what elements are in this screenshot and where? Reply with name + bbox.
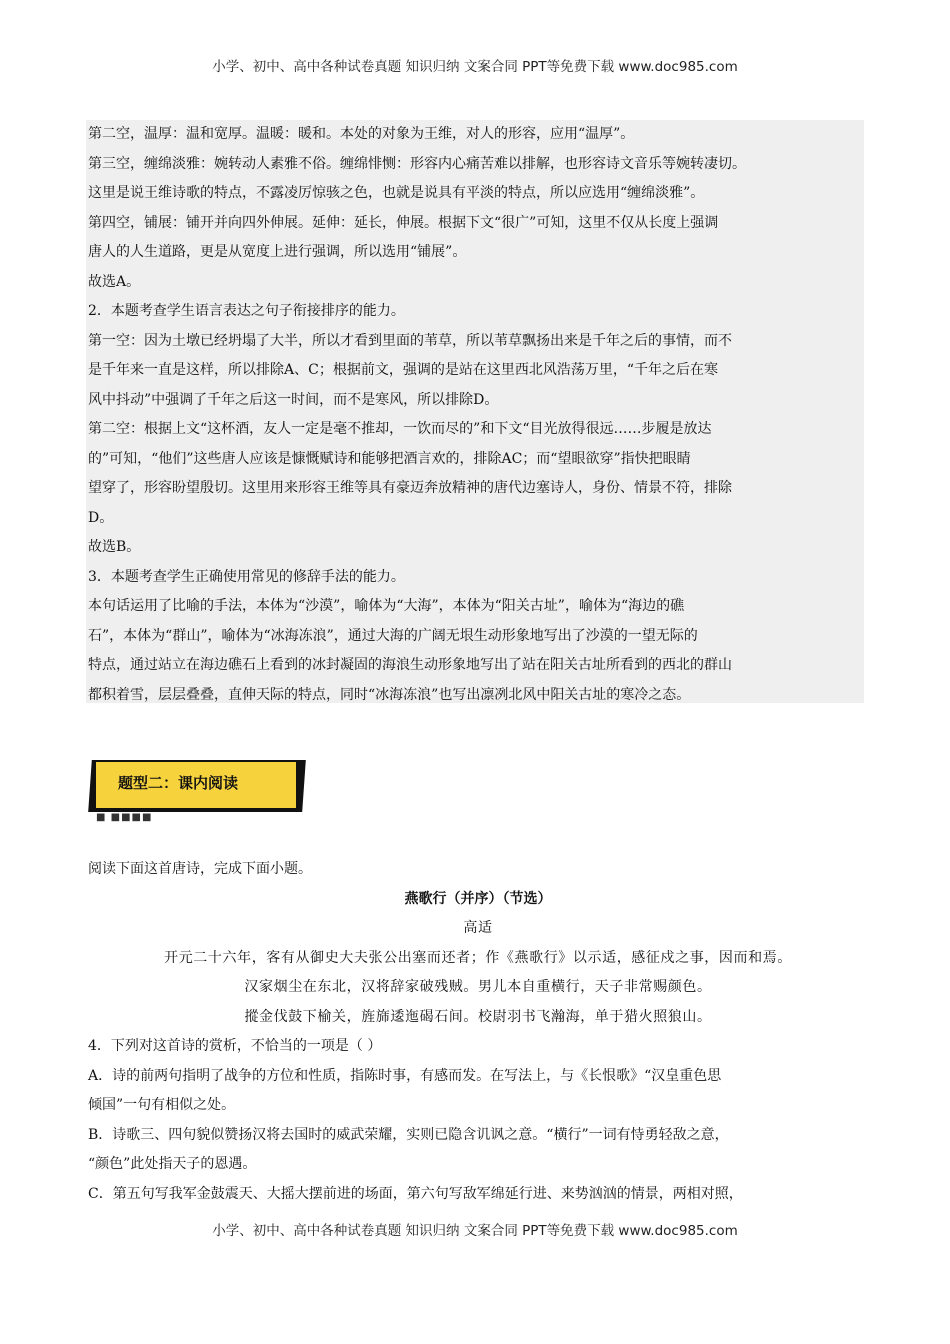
analysis-line: 第二空：根据上文“这杯酒，友人一定是毫不推却，一饮而尽的”和下文“目光放得很远……步履是放达 [88, 421, 712, 437]
analysis-line: 风中抖动”中强调了千年之后这一时间，而不是寒风，所以排除D。 [88, 391, 499, 408]
page-footer: 小学、初中、高中各种试卷真题 知识归纳 文案合同 PPT等免费下载 www.doc985.com [212, 1223, 738, 1239]
analysis-line: 的”可知，“他们”这些唐人应该是慷慨赋诗和能够把酒言欢的，排除AC；而“望眼欲穿”指快把眼睛 [88, 450, 691, 467]
poem-author: 高适 [463, 920, 493, 936]
analysis-line: 望穿了，形容盼望殷切。这里用来形容王维等具有豪迈奔放精神的唐代边塞诗人，身份、情景不符，排除 [88, 480, 732, 496]
analysis-line: 故选A。 [88, 273, 141, 290]
analysis-line: 第四空，铺展：铺开并向四外伸展。延伸：延长，伸展。根据下文“很广”可知，这里不仅从长度上强调 [88, 214, 719, 231]
question-option: C．第五句写我军金鼓震天、大摇大摆前进的场面，第六句写敌军绵延行进、来势汹汹的情景，两相对照， [88, 1185, 743, 1202]
analysis-line: 这里是说王维诗歌的特点，不露凌厉惊骇之色，也就是说具有平淡的特点，所以应选用“缠绵淡雅”。 [88, 185, 705, 201]
poem-title: 燕歌行（并序）（节选） [404, 890, 552, 907]
analysis-line: D。 [88, 509, 114, 526]
question-option: B．诗歌三、四句貌似赞扬汉将去国时的威武荣耀，实则已隐含讥讽之意。“横行”一词有恃勇轻敌之意， [88, 1126, 729, 1143]
reading-intro: 阅读下面这首唐诗，完成下面小题。 [88, 861, 312, 877]
page-header: 小学、初中、高中各种试卷真题 知识归纳 文案合同 PPT等免费下载 www.doc985.com [212, 59, 738, 75]
analysis-line: 石”，本体为“群山”，喻体为“冰海冻浪”，通过大海的广阔无垠生动形象地写出了沙漠的一望无际的 [88, 627, 698, 644]
section-banner [88, 758, 308, 823]
analysis-line: 2．本题考查学生语言表达之句子衔接排序的能力。 [88, 303, 405, 319]
question-option: 倾国”一句有相似之处。 [88, 1097, 236, 1113]
analysis-line: 唐人的人生道路，更是从宽度上进行强调，所以选用“铺展”。 [88, 244, 467, 260]
poem-line: 摐金伐鼓下榆关，旌旆逶迤碣石间。校尉羽书飞瀚海，单于猎火照狼山。 [244, 1008, 712, 1025]
question-stem: 4．下列对这首诗的赏析，不恰当的一项是（ ） [88, 1038, 382, 1054]
question-option: A．诗的前两句指明了战争的方位和性质，指陈时事，有感而发。在写法上，与《长恨歌》“汉皇重色思 [88, 1067, 722, 1084]
analysis-line: 都积着雪，层层叠叠，直伸天际的特点，同时“冰海冻浪”也写出凛冽北风中阳关古址的寒冷之态。 [88, 686, 691, 703]
analysis-line: 第三空，缠绵淡雅：婉转动人素雅不俗。缠绵悱恻：形容内心痛苦难以排解，也形容诗文音乐等婉转凄切。 [88, 155, 746, 172]
poem-line: 汉家烟尘在东北，汉将辞家破残贼。男儿本自重横行，天子非常赐颜色。 [244, 979, 712, 995]
analysis-line: 特点，通过站立在海边礁石上看到的冰封凝固的海浪生动形象地写出了站在阳关古址所看到的西北的群山 [88, 657, 732, 673]
question-option: “颜色”此处指天子的恩遇。 [88, 1156, 257, 1172]
banner-dots-decoration: ■ ■■■■ [96, 812, 153, 823]
analysis-line: 第二空，温厚：温和宽厚。温暖：暖和。本处的对象为王维，对人的形容，应用“温厚”。 [88, 126, 635, 142]
answer-analysis-block [86, 120, 864, 703]
reading-section [88, 855, 868, 1209]
analysis-line: 本句话运用了比喻的手法，本体为“沙漠”，喻体为“大海”，本体为“阳关古址”，喻体为“海边的礁 [88, 598, 685, 614]
poem-preface: 开元二十六年，客有从御史大夫张公出塞而还者；作《燕歌行》以示适，感征戍之事，因而和焉。 [164, 949, 792, 966]
analysis-line: 第一空：因为土墩已经坍塌了大半，所以才看到里面的苇草，所以苇草飘扬出来是千年之后的事情，而不 [88, 332, 732, 349]
analysis-line: 故选B。 [88, 539, 141, 555]
analysis-line: 3．本题考查学生正确使用常见的修辞手法的能力。 [88, 568, 405, 585]
section-title: 题型二：课内阅读 [118, 774, 239, 792]
analysis-line: 是千年来一直是这样，所以排除A、C；根据前文，强调的是站在这里西北风浩荡万里，“千年之后在寒 [88, 362, 718, 378]
